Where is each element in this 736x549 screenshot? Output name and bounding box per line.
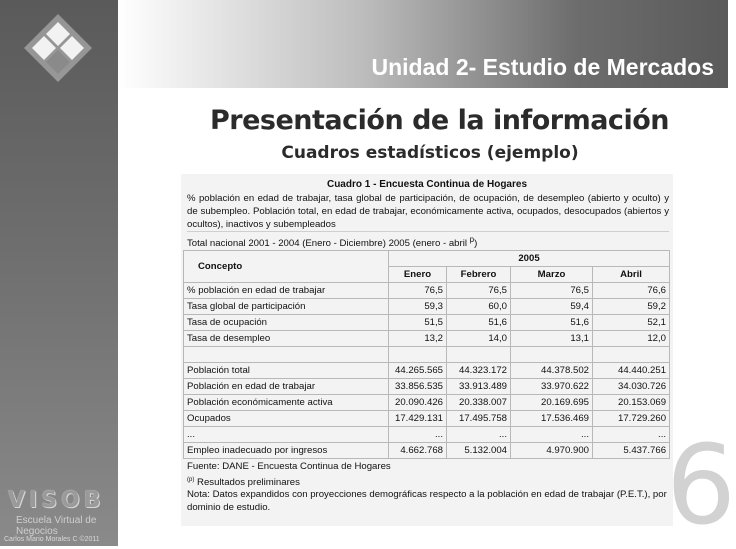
table-row	[184, 395, 670, 411]
table-cell: 20.090.426	[389, 395, 447, 411]
table-cell: 59,2	[593, 299, 670, 315]
table-row	[184, 331, 670, 347]
month-header: Febrero	[447, 267, 511, 283]
table-row	[184, 283, 670, 299]
spacer-row	[184, 347, 670, 363]
data-note: Nota: Datos expandidos con proyecciones demográficas respecto a la población en edad de trabajar (P.E.T.), por dominio de estudio.	[187, 489, 667, 513]
top-banner	[118, 0, 728, 88]
table-cell: 76,6	[593, 283, 670, 299]
row-label: Población en edad de trabajar	[184, 379, 389, 395]
table-cell: 20.153.069	[593, 395, 670, 411]
table-cell: 76,5	[389, 283, 447, 299]
table-row	[184, 363, 670, 379]
table-row	[184, 379, 670, 395]
concept-header: Concepto	[184, 251, 389, 283]
table-description: % población en edad de trabajar, tasa global de participación, de ocupación, de desempleo (abierto y oculto) y de subempleo. Población total, en edad de trabajar, económicamente activa, ocupados, desocupados (abiertos y ocultos), inactivos y subempleados	[187, 193, 669, 230]
table-notes	[187, 461, 669, 514]
left-sidebar	[0, 0, 118, 546]
table-caption: Cuadro 1 - Encuesta Continua de Hogares	[326, 179, 528, 190]
row-label: Tasa de desempleo	[184, 331, 389, 347]
table-cell: 33.913.489	[447, 379, 511, 395]
table-row	[184, 427, 670, 443]
table-cell: 4.662.768	[389, 443, 447, 459]
prelim-sup: (p)	[187, 476, 195, 483]
table-cell: 14,0	[447, 331, 511, 347]
slide-title: Presentación de la información	[210, 105, 669, 136]
table-cell: 17.429.131	[389, 411, 447, 427]
year-header: 2005	[389, 251, 670, 267]
table-cell: 44.265.565	[389, 363, 447, 379]
row-label: Ocupados	[184, 411, 389, 427]
table-cell: 44.440.251	[593, 363, 670, 379]
table-cell: 17.495.758	[447, 411, 511, 427]
table-cell: 44.323.172	[447, 363, 511, 379]
table-cell: 51,6	[511, 315, 593, 331]
row-label: Empleo inadecuado por ingresos	[184, 443, 389, 459]
month-header: Enero	[389, 267, 447, 283]
table-cell: 51,6	[447, 315, 511, 331]
table-cell: ...	[593, 427, 670, 443]
table-cell: 51,5	[389, 315, 447, 331]
row-label: Población económicamente activa	[184, 395, 389, 411]
table-cell: ...	[511, 427, 593, 443]
table-cell: 76,5	[511, 283, 593, 299]
table-cell: 33.970.622	[511, 379, 593, 395]
month-header: Marzo	[511, 267, 593, 283]
table-cell: 12,0	[593, 331, 670, 347]
table-row	[184, 411, 670, 427]
row-label: Población total	[184, 363, 389, 379]
scope-sup: p	[469, 235, 475, 244]
row-label: Tasa global de participación	[184, 299, 389, 315]
statistics-table-document	[181, 174, 673, 526]
table-cell: 76,5	[447, 283, 511, 299]
table-cell: 13,2	[389, 331, 447, 347]
table-cell: 44.378.502	[511, 363, 593, 379]
table-cell: 17.536.469	[511, 411, 593, 427]
author-credit: Carlos Mario Morales C ©2011	[4, 536, 100, 543]
table-row	[184, 315, 670, 331]
row-label: Tasa de ocupación	[184, 315, 389, 331]
table-cell: 20.169.695	[511, 395, 593, 411]
rate-rows	[184, 283, 670, 347]
table-cell: 59,3	[389, 299, 447, 315]
month-header: Abril	[593, 267, 670, 283]
table-cell: 4.970.900	[511, 443, 593, 459]
table-cell: 33.856.535	[389, 379, 447, 395]
unit-title: Unidad 2- Estudio de Mercados	[371, 54, 714, 80]
table-cell: ...	[447, 427, 511, 443]
table-cell: 5.132.004	[447, 443, 511, 459]
table-cell: 59,4	[511, 299, 593, 315]
statistics-table	[183, 250, 670, 459]
table-cell: 13,1	[511, 331, 593, 347]
table-row	[184, 443, 670, 459]
preliminary-note	[187, 474, 669, 490]
table-cell: ...	[389, 427, 447, 443]
table-cell: 17.729.260	[593, 411, 670, 427]
table-header-row	[184, 251, 670, 267]
table-cell: 34.030.726	[593, 379, 670, 395]
scope-text: Total nacional 2001 - 2004 (Enero - Diciembre) 2005 (enero - abril	[187, 238, 467, 250]
visob-brand: VISOB	[8, 488, 105, 513]
school-name: Escuela Virtual de Negocios	[16, 515, 97, 537]
table-cell: 60,0	[447, 299, 511, 315]
table-cell: 20.338.007	[447, 395, 511, 411]
page-number: 6	[666, 421, 736, 549]
diamond-logo-icon	[22, 12, 94, 84]
table-row	[184, 299, 670, 315]
row-label: ...	[184, 427, 389, 443]
table-cell: 5.437.766	[593, 443, 670, 459]
table-cell: 52,1	[593, 315, 670, 331]
table-scope-line: Total nacional 2001 - 2004 (Enero - Diciembre) 2005 (enero - abril $^p$)	[187, 235, 478, 250]
prelim-text: Resultados preliminares	[197, 476, 300, 488]
slide-subtitle: Cuadros estadísticos (ejemplo)	[281, 143, 579, 163]
row-label: % población en edad de trabajar	[184, 283, 389, 299]
source-note: Fuente: DANE - Encuesta Continua de Hogares	[187, 461, 391, 473]
population-rows	[184, 363, 670, 459]
